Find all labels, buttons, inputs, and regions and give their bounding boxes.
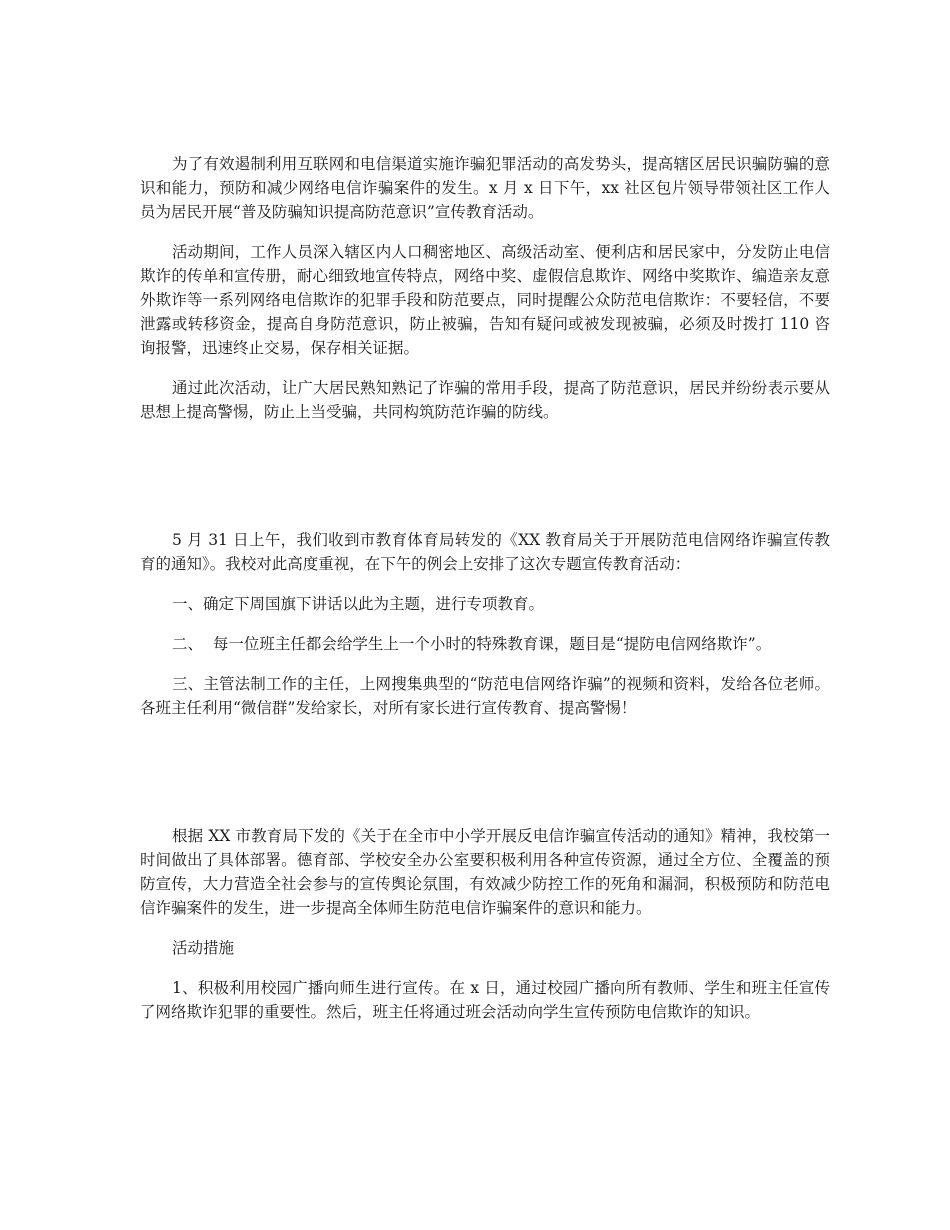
- paragraph-item-two: [140, 632, 830, 656]
- paragraph-community-intro: [140, 152, 830, 224]
- paragraph-text: 根据 XX 市教育局下发的《关于在全市中小学开展反电信诈骗宣传活动的通知》精神，我校第一时间做出了具体部署。德育部、学校安全办公室要积极利用各种宣传资源，通过全方位、全覆盖的预防宣传，大力营造全社会参与的宣传舆论氛围，有效减少防控工作的死角和漏洞，积极预防和防范电信诈骗案件的发生，进一步提高全体师生防范电信诈骗案件的意识和能力。: [140, 827, 830, 917]
- paragraph-text: 通过此次活动，让广大居民熟知熟记了诈骗的常用手段，提高了防范意识，居民并纷纷表示要从思想上提高警惕，防止上当受骗，共同构筑防范诈骗的防线。: [140, 379, 830, 421]
- paragraph-text: 三、主管法制工作的主任，上网搜集典型的“防范电信网络诈骗”的视频和资料，发给各位老师。各班主任利用“微信群”发给家长，对所有家长进行宣传教育、提高警惕！: [140, 675, 830, 717]
- paragraph-text: 二、 每一位班主任都会给学生上一个小时的特殊教育课，题目是“提防电信网络欺诈”。: [172, 635, 772, 653]
- paragraph-item-three: [140, 672, 830, 720]
- empty-paragraph: [140, 740, 830, 764]
- paragraph-text: 活动措施: [172, 939, 235, 957]
- paragraph-text: 一、确定下周国旗下讲话以此为主题，进行专项教育。: [172, 595, 545, 613]
- paragraph-activity-period: [140, 240, 830, 360]
- empty-paragraph: [140, 782, 830, 806]
- paragraph-measure-one: [140, 976, 830, 1024]
- paragraph-city-notice: [140, 824, 830, 920]
- paragraph-text: 5 月 31 日上午，我们收到市教育体育局转发的《XX 教育局关于开展防范电信网络诈骗宣传教育的通知》。我校对此高度重视，在下午的例会上安排了这次专题宣传教育活动：: [140, 531, 830, 573]
- empty-paragraph: [140, 444, 830, 468]
- document-body: [140, 108, 830, 1024]
- paragraph-text: 为了有效遏制利用互联网和电信渠道实施诈骗犯罪活动的高发势头，提高辖区居民识骗防骗的意识和能力，预防和减少网络电信诈骗案件的发生。x 月 x 日下午，xx 社区包片领导带领社区工作人员为居民开展“普及防骗知识提高防范意识”宣传教育活动。: [140, 155, 830, 221]
- paragraph-text: 活动期间，工作人员深入辖区内人口稠密地区、高级活动室、便利店和居民家中，分发防止电信欺诈的传单和宣传册，耐心细致地宣传特点，网络中奖、虚假信息欺诈、网络中奖欺诈、编造亲友意外欺诈等一系列网络电信欺诈的犯罪手段和防范要点，同时提醒公众防范电信欺诈：不要轻信，不要泄露或转移资金，提高自身防范意识，防止被骗，告知有疑问或被发现被骗，必须及时拨打 110 咨询报警，迅速终止交易，保存相关证据。: [140, 243, 830, 357]
- paragraph-item-one: [140, 592, 830, 616]
- paragraph-text: 1、积极利用校园广播向师生进行宣传。在 x 日，通过校园广播向所有教师、学生和班主任宣传了网络欺诈犯罪的重要性。然后，班主任将通过班会活动向学生宣传预防电信欺诈的知识。: [140, 979, 830, 1021]
- empty-paragraph: [140, 486, 830, 510]
- paragraph-measures-heading: [140, 936, 830, 960]
- paragraph-school-notice: [140, 528, 830, 576]
- empty-paragraph: [140, 108, 830, 132]
- paragraph-activity-result: [140, 376, 830, 424]
